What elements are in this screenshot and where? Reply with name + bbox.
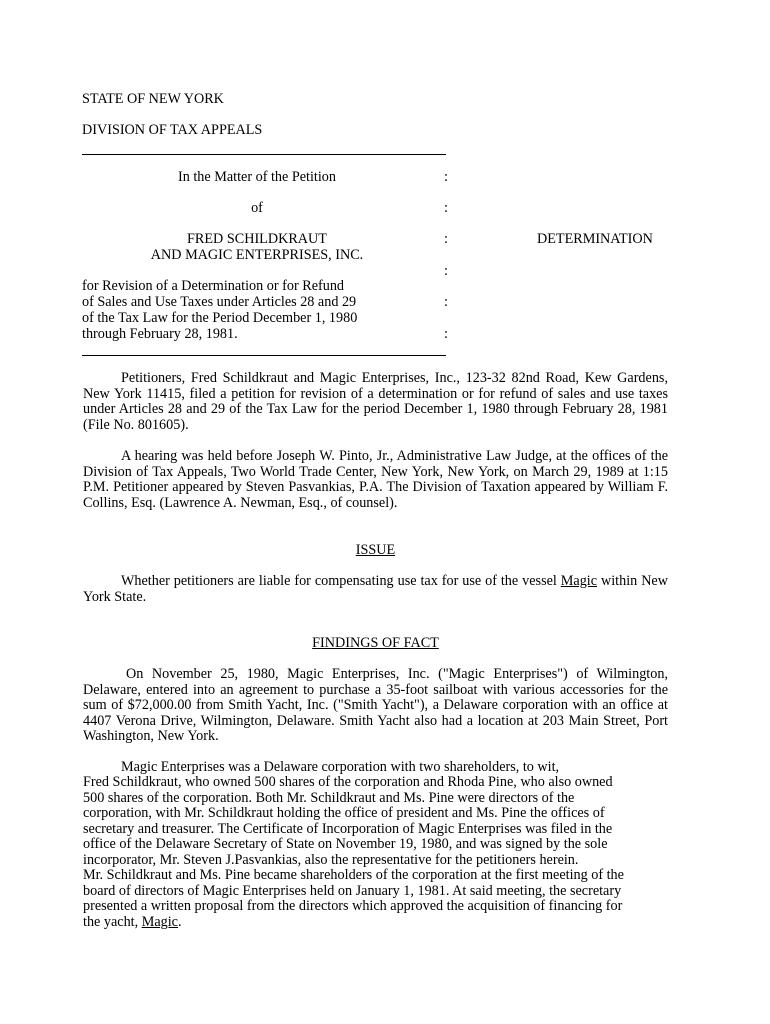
state-heading: STATE OF NEW YORK	[82, 91, 224, 107]
findings-line: office of the Delaware Secretary of State on November 19, 1980, and was signed by the sole	[83, 836, 608, 852]
caption-colon: :	[444, 200, 448, 216]
caption-purpose-line: of the Tax Law for the Period December 1, 1980	[82, 310, 358, 326]
findings-line: Fred Schildkraut, who owned 500 shares of the corporation and Rhoda Pine, who also owned	[83, 774, 613, 790]
findings-paragraph-1	[83, 667, 668, 745]
caption-top-rule	[82, 154, 446, 155]
caption-purpose-line: through February 28, 1981.	[82, 326, 238, 342]
caption-of: of	[251, 200, 263, 216]
vessel-name: Magic	[141, 914, 178, 930]
caption-bottom-rule	[82, 355, 446, 356]
findings-line: Magic Enterprises was a Delaware corporation with two shareholders, to wit,	[121, 759, 560, 775]
issue-text-after: within New York State.	[83, 573, 668, 605]
caption-purpose-line: for Revision of a Determination or for Refund	[82, 278, 345, 294]
petitioner-name-line1: FRED SCHILDKRAUT	[187, 231, 327, 247]
findings-last-line	[83, 915, 182, 931]
findings-line: board of directors of Magic Enterprises held on January 1, 1981. At said meeting, the secretary	[83, 883, 622, 899]
petition-paragraph	[83, 371, 668, 433]
vessel-name: Magic	[560, 573, 598, 589]
petition-paragraph-text: Petitioners, Fred Schildkraut and Magic Enterprises, Inc., 123-32 82nd Road, Kew Gardens, New York 11415, filed a petition for revision of a determination or for refund of sales and use taxes under Articles 28 and 29 of the Tax Law for the period December 1, 1980 through February 28, 1981 (File No. 801605).	[83, 370, 668, 433]
findings-line: presented a written proposal from the directors which approved the acquisition of financing for	[83, 898, 623, 914]
issue-heading: ISSUE	[355, 542, 396, 558]
caption-colon: :	[444, 169, 448, 185]
caption-colon: :	[444, 326, 448, 342]
hearing-paragraph-text: A hearing was held before Joseph W. Pinto, Jr., Administrative Law Judge, at the offices of the Division of Tax Appeals, Two World Trade Center, New York, New York, on March 29, 1989 at 1:15 P.M. Petitioner appeared by Steven Pasvankias, P.A. The Division of Taxation appeared by William F. Collins, Esq. (Lawrence A. Newman, Esq., of counsel).	[83, 448, 668, 511]
issue-text-before: Whether petitioners are liable for compensating use tax for use of the vessel	[121, 573, 561, 589]
findings-line: incorporator, Mr. Steven J.Pasvankias, also the representative for the petitioners herein.	[83, 852, 579, 868]
findings-heading: FINDINGS OF FACT	[312, 635, 439, 651]
caption-colon: :	[444, 231, 448, 247]
findings-last-period: .	[177, 914, 182, 930]
findings-line: Mr. Schildkraut and Ms. Pine became shareholders of the corporation at the first meeting of the	[83, 867, 624, 883]
caption-purpose-line: of Sales and Use Taxes under Articles 28 and 29	[82, 294, 357, 310]
findings-line: secretary and treasurer. The Certificate of Incorporation of Magic Enterprises was filed in the	[83, 821, 613, 837]
petitioner-name-line2: AND MAGIC ENTERPRISES, INC.	[150, 247, 364, 263]
findings-line: 500 shares of the corporation. Both Mr. Schildkraut and Ms. Pine were directors of the	[83, 790, 575, 806]
findings-last-text: the yacht,	[83, 914, 142, 930]
hearing-paragraph	[83, 449, 668, 511]
document-type-label: DETERMINATION	[537, 231, 653, 247]
findings-line: corporation, with Mr. Schildkraut holding the office of president and Ms. Pine the offices of	[83, 805, 605, 821]
division-heading: DIVISION OF TAX APPEALS	[82, 122, 263, 138]
caption-colon: :	[444, 294, 448, 310]
issue-paragraph	[83, 574, 668, 605]
findings-paragraph-1-text: On November 25, 1980, Magic Enterprises, Inc. ("Magic Enterprises") of Wilmington, Delaware, entered into an agreement to purchase a 35-foot sailboat with various accessories for the sum of $72,000.00 from Smith Yacht, Inc. ("Smith Yacht"), a Delaware corporation with an office at 4407 Verona Drive, Wilmington, Delaware. Smith Yacht also had a location at 203 Main Street, Port Washington, New York.	[83, 666, 668, 745]
caption-colon: :	[444, 263, 448, 279]
caption-matter: In the Matter of the Petition	[178, 169, 336, 185]
